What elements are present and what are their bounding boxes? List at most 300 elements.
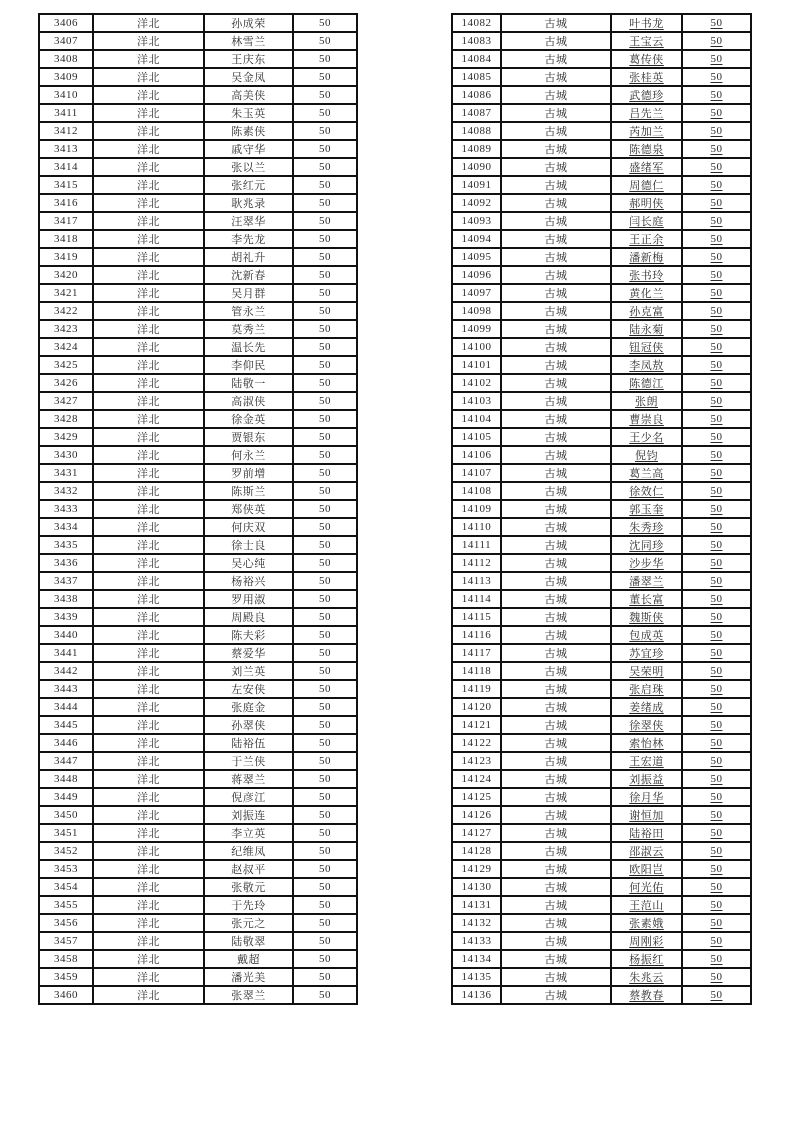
region-cell: 古城 — [501, 230, 611, 248]
region-cell: 古城 — [501, 698, 611, 716]
row-id-cell: 14116 — [452, 626, 501, 644]
value-cell: 50 — [293, 320, 357, 338]
value-cell: 50 — [682, 878, 751, 896]
table-row — [39, 14, 357, 32]
table-row — [452, 806, 751, 824]
row-id-cell: 14127 — [452, 824, 501, 842]
region-cell: 洋北 — [93, 428, 204, 446]
table-row — [452, 968, 751, 986]
table-row — [39, 140, 357, 158]
region-cell: 古城 — [501, 554, 611, 572]
table-row — [452, 194, 751, 212]
value-cell: 50 — [682, 572, 751, 590]
row-id-cell: 14123 — [452, 752, 501, 770]
table-row — [452, 698, 751, 716]
region-cell: 古城 — [501, 158, 611, 176]
value-cell: 50 — [293, 104, 357, 122]
row-id-cell: 14124 — [452, 770, 501, 788]
region-cell: 古城 — [501, 608, 611, 626]
value-cell: 50 — [293, 932, 357, 950]
region-cell: 古城 — [501, 482, 611, 500]
row-id-cell: 3420 — [39, 266, 93, 284]
row-id-cell: 3459 — [39, 968, 93, 986]
row-id-cell: 3413 — [39, 140, 93, 158]
table-row — [39, 590, 357, 608]
value-cell: 50 — [682, 32, 751, 50]
table-row — [452, 320, 751, 338]
row-id-cell: 14089 — [452, 140, 501, 158]
region-cell: 古城 — [501, 968, 611, 986]
person-name-cell: 张朗 — [611, 392, 682, 410]
value-cell: 50 — [682, 446, 751, 464]
person-name-cell: 汪翠华 — [204, 212, 293, 230]
person-name-cell: 王正余 — [611, 230, 682, 248]
table-row — [39, 392, 357, 410]
region-cell: 洋北 — [93, 446, 204, 464]
table-row — [39, 932, 357, 950]
row-id-cell: 3419 — [39, 248, 93, 266]
person-name-cell: 刘振益 — [611, 770, 682, 788]
row-id-cell: 14110 — [452, 518, 501, 536]
region-cell: 古城 — [501, 932, 611, 950]
region-cell: 洋北 — [93, 554, 204, 572]
table-row — [452, 914, 751, 932]
row-id-cell: 14117 — [452, 644, 501, 662]
person-name-cell: 谢恒加 — [611, 806, 682, 824]
row-id-cell: 14114 — [452, 590, 501, 608]
value-cell: 50 — [293, 590, 357, 608]
value-cell: 50 — [682, 266, 751, 284]
row-id-cell: 3450 — [39, 806, 93, 824]
table-row — [39, 896, 357, 914]
table-row — [39, 212, 357, 230]
region-cell: 洋北 — [93, 662, 204, 680]
table-row — [39, 500, 357, 518]
value-cell: 50 — [293, 356, 357, 374]
table-row — [39, 176, 357, 194]
row-id-cell: 3425 — [39, 356, 93, 374]
row-id-cell: 3417 — [39, 212, 93, 230]
region-cell: 洋北 — [93, 590, 204, 608]
row-id-cell: 3441 — [39, 644, 93, 662]
row-id-cell: 14103 — [452, 392, 501, 410]
person-name-cell: 郝明侠 — [611, 194, 682, 212]
region-cell: 洋北 — [93, 86, 204, 104]
table-row — [39, 806, 357, 824]
value-cell: 50 — [682, 824, 751, 842]
value-cell: 50 — [293, 896, 357, 914]
value-cell: 50 — [682, 752, 751, 770]
value-cell: 50 — [682, 410, 751, 428]
row-id-cell: 14126 — [452, 806, 501, 824]
row-id-cell: 3451 — [39, 824, 93, 842]
row-id-cell: 14088 — [452, 122, 501, 140]
region-cell: 古城 — [501, 914, 611, 932]
region-cell: 洋北 — [93, 140, 204, 158]
table-row — [452, 590, 751, 608]
row-id-cell: 14115 — [452, 608, 501, 626]
row-id-cell: 3416 — [39, 194, 93, 212]
person-name-cell: 于先玲 — [204, 896, 293, 914]
person-name-cell: 陈德江 — [611, 374, 682, 392]
table-row — [39, 104, 357, 122]
table-row — [39, 266, 357, 284]
region-cell: 古城 — [501, 428, 611, 446]
table-row — [452, 356, 751, 374]
row-id-cell: 14085 — [452, 68, 501, 86]
table-row — [39, 680, 357, 698]
region-cell: 洋北 — [93, 770, 204, 788]
table-row — [452, 86, 751, 104]
value-cell: 50 — [293, 680, 357, 698]
value-cell: 50 — [293, 842, 357, 860]
row-id-cell: 3442 — [39, 662, 93, 680]
row-id-cell: 3422 — [39, 302, 93, 320]
person-name-cell: 索怡林 — [611, 734, 682, 752]
region-cell: 洋北 — [93, 572, 204, 590]
region-cell: 洋北 — [93, 698, 204, 716]
table-row — [452, 518, 751, 536]
table-row — [39, 446, 357, 464]
region-cell: 洋北 — [93, 824, 204, 842]
table-row — [39, 158, 357, 176]
person-name-cell: 王少名 — [611, 428, 682, 446]
value-cell: 50 — [293, 284, 357, 302]
table-row — [39, 662, 357, 680]
value-cell: 50 — [293, 176, 357, 194]
person-name-cell: 耿兆录 — [204, 194, 293, 212]
value-cell: 50 — [682, 662, 751, 680]
value-cell: 50 — [682, 770, 751, 788]
value-cell: 50 — [682, 806, 751, 824]
row-id-cell: 14108 — [452, 482, 501, 500]
table-row — [452, 410, 751, 428]
region-cell: 洋北 — [93, 752, 204, 770]
region-cell: 古城 — [501, 32, 611, 50]
region-cell: 古城 — [501, 662, 611, 680]
table-row — [39, 716, 357, 734]
region-cell: 洋北 — [93, 536, 204, 554]
person-name-cell: 胡礼升 — [204, 248, 293, 266]
value-cell: 50 — [293, 626, 357, 644]
table-row — [39, 950, 357, 968]
table-row — [39, 230, 357, 248]
value-cell: 50 — [682, 608, 751, 626]
table-row — [39, 464, 357, 482]
value-cell: 50 — [682, 644, 751, 662]
table-row — [39, 644, 357, 662]
row-id-cell: 3408 — [39, 50, 93, 68]
region-cell: 古城 — [501, 878, 611, 896]
table-row — [452, 608, 751, 626]
value-cell: 50 — [293, 698, 357, 716]
row-id-cell: 14120 — [452, 698, 501, 716]
region-cell: 古城 — [501, 338, 611, 356]
value-cell: 50 — [293, 32, 357, 50]
person-name-cell: 张桂英 — [611, 68, 682, 86]
row-id-cell: 3458 — [39, 950, 93, 968]
person-name-cell: 王范山 — [611, 896, 682, 914]
row-id-cell: 3426 — [39, 374, 93, 392]
row-id-cell: 14131 — [452, 896, 501, 914]
row-id-cell: 14092 — [452, 194, 501, 212]
row-id-cell: 14112 — [452, 554, 501, 572]
person-name-cell: 朱兆云 — [611, 968, 682, 986]
person-name-cell: 蔡教春 — [611, 986, 682, 1004]
person-name-cell: 陆敬翠 — [204, 932, 293, 950]
value-cell: 50 — [682, 428, 751, 446]
value-cell: 50 — [293, 950, 357, 968]
value-cell: 50 — [293, 554, 357, 572]
region-cell: 古城 — [501, 500, 611, 518]
table-row — [452, 878, 751, 896]
person-name-cell: 莫秀兰 — [204, 320, 293, 338]
table-row — [39, 518, 357, 536]
row-id-cell: 3448 — [39, 770, 93, 788]
row-id-cell: 3406 — [39, 14, 93, 32]
row-id-cell: 14109 — [452, 500, 501, 518]
person-name-cell: 陈夫彩 — [204, 626, 293, 644]
region-cell: 古城 — [501, 824, 611, 842]
row-id-cell: 3423 — [39, 320, 93, 338]
value-cell: 50 — [682, 284, 751, 302]
value-cell: 50 — [293, 248, 357, 266]
person-name-cell: 葛传侠 — [611, 50, 682, 68]
row-id-cell: 3421 — [39, 284, 93, 302]
person-name-cell: 张翠兰 — [204, 986, 293, 1004]
row-id-cell: 3456 — [39, 914, 93, 932]
person-name-cell: 邵淑云 — [611, 842, 682, 860]
table-row — [39, 626, 357, 644]
table-row — [39, 878, 357, 896]
person-name-cell: 徐翠侠 — [611, 716, 682, 734]
person-name-cell: 沈新春 — [204, 266, 293, 284]
region-cell: 古城 — [501, 680, 611, 698]
table-row — [39, 194, 357, 212]
row-id-cell: 3431 — [39, 464, 93, 482]
value-cell: 50 — [293, 986, 357, 1004]
value-cell: 50 — [293, 860, 357, 878]
row-id-cell: 14099 — [452, 320, 501, 338]
person-name-cell: 姜绪成 — [611, 698, 682, 716]
value-cell: 50 — [293, 824, 357, 842]
region-cell: 古城 — [501, 86, 611, 104]
person-name-cell: 郭玉奎 — [611, 500, 682, 518]
table-row — [39, 770, 357, 788]
person-name-cell: 温长先 — [204, 338, 293, 356]
value-cell: 50 — [682, 590, 751, 608]
value-cell: 50 — [682, 554, 751, 572]
person-name-cell: 陆裕田 — [611, 824, 682, 842]
person-name-cell: 周刚彩 — [611, 932, 682, 950]
table-row — [39, 410, 357, 428]
value-cell: 50 — [293, 770, 357, 788]
person-name-cell: 贾银东 — [204, 428, 293, 446]
row-id-cell: 14122 — [452, 734, 501, 752]
region-cell: 古城 — [501, 266, 611, 284]
value-cell: 50 — [682, 500, 751, 518]
value-cell: 50 — [293, 68, 357, 86]
region-cell: 古城 — [501, 806, 611, 824]
region-cell: 洋北 — [93, 896, 204, 914]
region-cell: 洋北 — [93, 338, 204, 356]
value-cell: 50 — [682, 140, 751, 158]
person-name-cell: 于兰侠 — [204, 752, 293, 770]
table-row — [39, 608, 357, 626]
value-cell: 50 — [682, 212, 751, 230]
region-cell: 古城 — [501, 14, 611, 32]
value-cell: 50 — [682, 698, 751, 716]
table-row — [452, 662, 751, 680]
person-name-cell: 纪维凤 — [204, 842, 293, 860]
table-row — [452, 338, 751, 356]
table-row — [452, 860, 751, 878]
table-row — [452, 770, 751, 788]
value-cell: 50 — [682, 464, 751, 482]
person-name-cell: 葛兰高 — [611, 464, 682, 482]
row-id-cell: 14133 — [452, 932, 501, 950]
row-id-cell: 14105 — [452, 428, 501, 446]
table-row — [452, 176, 751, 194]
person-name-cell: 刘振连 — [204, 806, 293, 824]
region-cell: 洋北 — [93, 788, 204, 806]
row-id-cell: 14106 — [452, 446, 501, 464]
region-cell: 洋北 — [93, 68, 204, 86]
region-cell: 洋北 — [93, 302, 204, 320]
table-row — [39, 50, 357, 68]
value-cell: 50 — [293, 212, 357, 230]
value-cell: 50 — [293, 482, 357, 500]
region-cell: 古城 — [501, 356, 611, 374]
person-name-cell: 孙成荣 — [204, 14, 293, 32]
person-name-cell: 张庭金 — [204, 698, 293, 716]
region-cell: 洋北 — [93, 14, 204, 32]
person-name-cell: 徐金英 — [204, 410, 293, 428]
region-cell: 古城 — [501, 194, 611, 212]
region-cell: 古城 — [501, 464, 611, 482]
value-cell: 50 — [293, 734, 357, 752]
row-id-cell: 3453 — [39, 860, 93, 878]
person-name-cell: 吕先兰 — [611, 104, 682, 122]
value-cell: 50 — [682, 194, 751, 212]
roster-table-right — [451, 13, 752, 1005]
person-name-cell: 陈素侠 — [204, 122, 293, 140]
table-row — [452, 788, 751, 806]
region-cell: 洋北 — [93, 806, 204, 824]
person-name-cell: 黄化兰 — [611, 284, 682, 302]
row-id-cell: 3446 — [39, 734, 93, 752]
row-id-cell: 14128 — [452, 842, 501, 860]
person-name-cell: 武德珍 — [611, 86, 682, 104]
person-name-cell: 魏斯侠 — [611, 608, 682, 626]
person-name-cell: 朱秀珍 — [611, 518, 682, 536]
person-name-cell: 李仰民 — [204, 356, 293, 374]
region-cell: 古城 — [501, 644, 611, 662]
row-id-cell: 3407 — [39, 32, 93, 50]
value-cell: 50 — [682, 626, 751, 644]
region-cell: 洋北 — [93, 356, 204, 374]
table-row — [452, 824, 751, 842]
table-row — [39, 986, 357, 1004]
person-name-cell: 潘新梅 — [611, 248, 682, 266]
value-cell: 50 — [293, 392, 357, 410]
table-row — [39, 356, 357, 374]
table-row — [452, 482, 751, 500]
value-cell: 50 — [293, 338, 357, 356]
person-name-cell: 沈同珍 — [611, 536, 682, 554]
table-row — [452, 752, 751, 770]
value-cell: 50 — [293, 230, 357, 248]
value-cell: 50 — [293, 266, 357, 284]
row-id-cell: 14136 — [452, 986, 501, 1004]
person-name-cell: 吴心纯 — [204, 554, 293, 572]
table-row — [39, 86, 357, 104]
person-name-cell: 杨振红 — [611, 950, 682, 968]
region-cell: 古城 — [501, 770, 611, 788]
region-cell: 古城 — [501, 284, 611, 302]
value-cell: 50 — [682, 518, 751, 536]
table-row — [452, 302, 751, 320]
region-cell: 洋北 — [93, 284, 204, 302]
region-cell: 洋北 — [93, 50, 204, 68]
person-name-cell: 戴超 — [204, 950, 293, 968]
row-id-cell: 3418 — [39, 230, 93, 248]
value-cell: 50 — [682, 248, 751, 266]
value-cell: 50 — [682, 950, 751, 968]
region-cell: 洋北 — [93, 320, 204, 338]
person-name-cell: 沙步华 — [611, 554, 682, 572]
table-row — [39, 68, 357, 86]
row-id-cell: 14091 — [452, 176, 501, 194]
table-row — [39, 428, 357, 446]
region-cell: 洋北 — [93, 518, 204, 536]
person-name-cell: 潘光美 — [204, 968, 293, 986]
value-cell: 50 — [682, 338, 751, 356]
person-name-cell: 钮冠侠 — [611, 338, 682, 356]
value-cell: 50 — [293, 788, 357, 806]
region-cell: 洋北 — [93, 626, 204, 644]
person-name-cell: 蒋翠兰 — [204, 770, 293, 788]
row-id-cell: 14104 — [452, 410, 501, 428]
row-id-cell: 3435 — [39, 536, 93, 554]
table-row — [39, 284, 357, 302]
roster-table-left — [38, 13, 358, 1005]
value-cell: 50 — [682, 50, 751, 68]
value-cell: 50 — [293, 446, 357, 464]
table-row — [452, 50, 751, 68]
row-id-cell: 3437 — [39, 572, 93, 590]
person-name-cell: 杨裕兴 — [204, 572, 293, 590]
region-cell: 洋北 — [93, 248, 204, 266]
table-row — [452, 14, 751, 32]
value-cell: 50 — [293, 158, 357, 176]
value-cell: 50 — [293, 878, 357, 896]
person-name-cell: 苏宜珍 — [611, 644, 682, 662]
region-cell: 洋北 — [93, 482, 204, 500]
row-id-cell: 14097 — [452, 284, 501, 302]
value-cell: 50 — [293, 752, 357, 770]
region-cell: 古城 — [501, 374, 611, 392]
table-row — [452, 716, 751, 734]
person-name-cell: 张素娥 — [611, 914, 682, 932]
row-id-cell: 3443 — [39, 680, 93, 698]
value-cell: 50 — [293, 806, 357, 824]
person-name-cell: 郑侠英 — [204, 500, 293, 518]
value-cell: 50 — [293, 374, 357, 392]
row-id-cell: 3434 — [39, 518, 93, 536]
person-name-cell: 李先龙 — [204, 230, 293, 248]
region-cell: 古城 — [501, 446, 611, 464]
